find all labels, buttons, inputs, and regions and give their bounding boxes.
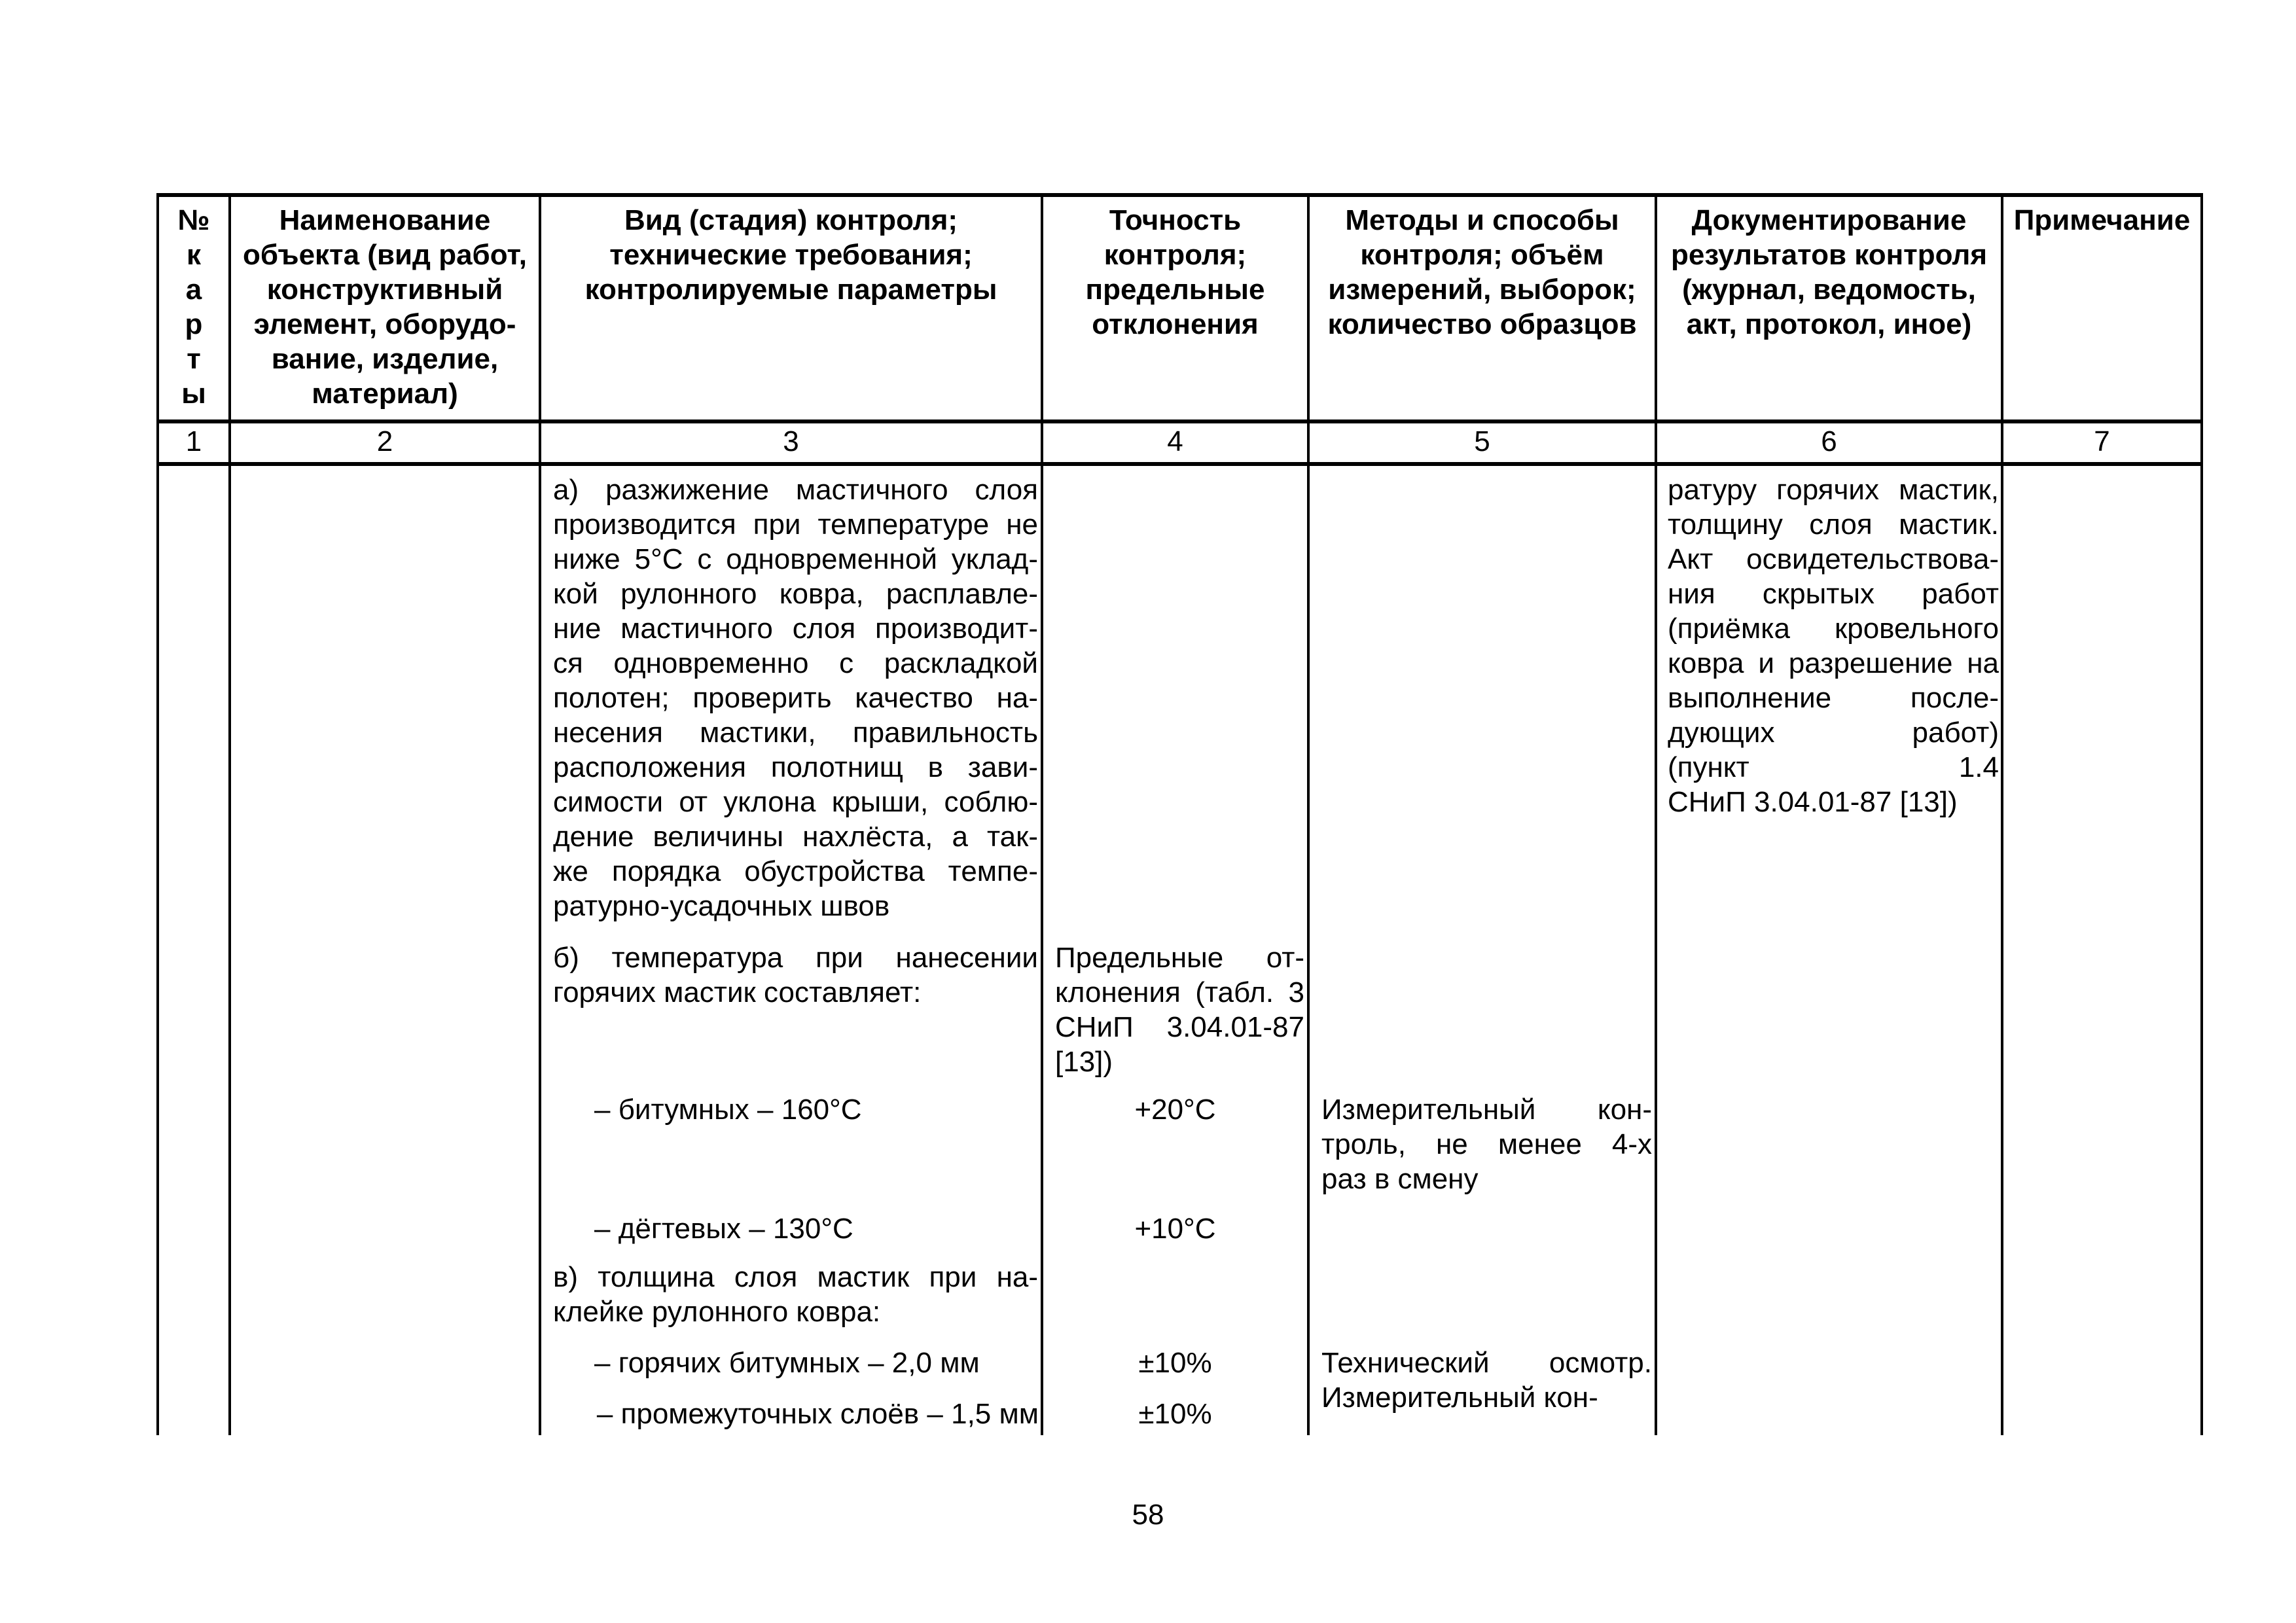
method-thickness — [1321, 1346, 1652, 1415]
requirement-hot-bitumen-thickness: – горячих битумных – 2,0 мм — [594, 1347, 980, 1379]
header-card-number — [159, 203, 228, 411]
text-line: СНиП 3.04.01-87 [13]) — [1668, 786, 1958, 818]
text-line: ния скрытых работ — [1668, 578, 1999, 610]
requirement-tar-temp: – дёгтевых – 130°С — [594, 1213, 853, 1245]
header-object-name — [231, 203, 539, 411]
column-divider — [1307, 194, 1310, 1435]
text-line: материал) — [312, 378, 458, 410]
text-line: ратуру горячих мастик, — [1668, 474, 1999, 506]
text-line: Документирование — [1691, 204, 1967, 236]
text-line: [13]) — [1055, 1046, 1113, 1078]
text-line: б) температура при нанесении — [553, 942, 1038, 974]
text-line: Точность — [1109, 204, 1242, 236]
header-control-type — [541, 203, 1041, 307]
text-line: Примечание — [2013, 204, 2191, 236]
column-number-7: 7 — [2094, 425, 2110, 457]
text-line: Измерительный кон- — [1321, 1094, 1652, 1126]
tolerance-b — [1055, 940, 1304, 1079]
tolerance-tar: +10°С — [1134, 1213, 1216, 1245]
header-documentation — [1657, 203, 2001, 342]
text-line: контроля; объём — [1360, 239, 1604, 271]
text-line: акт, протокол, иное) — [1686, 308, 1972, 340]
text-line: в) толщина слоя мастик при на- — [553, 1261, 1038, 1293]
tolerance-bitumen: +20°С — [1134, 1094, 1216, 1126]
text-line: ся одновременно с раскладкой — [553, 647, 1038, 679]
text-line: технические требования; — [609, 239, 973, 271]
text-line: результатов контроля — [1670, 239, 1987, 271]
text-line: симости от уклона крыши, соблю- — [553, 786, 1038, 818]
text-line: кой рулонного ковра, расплавле- — [553, 578, 1038, 610]
text-line: выполнение после- — [1668, 682, 1999, 714]
column-number-5: 5 — [1474, 425, 1490, 457]
text-line: ние мастичного слоя производит- — [553, 613, 1038, 645]
text-line: контроля; — [1103, 239, 1247, 271]
page-number: 58 — [1132, 1499, 1164, 1531]
text-line: ы — [181, 378, 206, 410]
column-number-6: 6 — [1821, 425, 1837, 457]
text-line: полотен; проверить качество на- — [553, 682, 1038, 714]
text-line: к — [186, 239, 202, 271]
text-line: Вид (стадия) контроля; — [624, 204, 958, 236]
text-line: конструктивный — [266, 274, 503, 306]
text-line: объекта (вид работ, — [243, 239, 527, 271]
column-number-3: 3 — [783, 425, 799, 457]
column-divider — [1041, 194, 1043, 1435]
tolerance-hot-bitumen: ±10% — [1138, 1347, 1212, 1379]
text-line: элемент, оборудо- — [253, 308, 516, 340]
text-line: ковра и разрешение на — [1668, 647, 1999, 679]
table-border-right — [2200, 194, 2203, 1435]
text-line: вание, изделие, — [271, 343, 499, 375]
text-line: толщину слоя мастик. — [1668, 508, 1999, 541]
text-line: р — [185, 308, 203, 340]
text-line: Методы и способы — [1345, 204, 1619, 236]
header-accuracy — [1043, 203, 1307, 342]
documentation-text — [1668, 473, 1999, 819]
text-line: несения мастики, правильность — [553, 717, 1038, 749]
text-line: СНиП 3.04.01-87 — [1055, 1011, 1304, 1043]
text-line: (приёмка кровельного — [1668, 613, 1999, 645]
column-divider — [539, 194, 541, 1435]
text-line: а) разжижение мастичного слоя — [553, 474, 1038, 506]
text-line: ниже 5°С с одновременной уклад- — [553, 543, 1038, 575]
text-line: количество образцов — [1327, 308, 1637, 340]
table-border-top — [156, 193, 2203, 197]
text-line: Измерительный кон- — [1321, 1382, 1598, 1414]
text-line: а — [185, 274, 202, 306]
column-divider — [2001, 194, 2003, 1435]
text-line: отклонения — [1092, 308, 1259, 340]
header-divider — [156, 419, 2203, 423]
tolerance-intermediate: ±10% — [1138, 1398, 1212, 1430]
text-line: Технический осмотр. — [1321, 1347, 1652, 1379]
text-line: дующих работ) — [1668, 717, 1999, 749]
method-temperature — [1321, 1092, 1652, 1196]
text-line: Акт освидетельствова- — [1668, 543, 1999, 575]
requirement-b — [553, 940, 1038, 1010]
text-line: троль, не менее 4-х — [1321, 1128, 1652, 1160]
text-line: раз в смену — [1321, 1163, 1479, 1195]
header-methods — [1310, 203, 1655, 342]
requirement-bitumen-temp: – битумных – 160°С — [594, 1094, 862, 1126]
text-line: контролируемые параметры — [584, 274, 997, 306]
column-number-2: 2 — [376, 425, 393, 457]
text-line: измерений, выборок; — [1328, 274, 1636, 306]
text-line: т — [187, 343, 201, 375]
text-line: (пункт 1.4 — [1668, 751, 1999, 783]
text-line: дение величины нахлёста, а так- — [553, 821, 1038, 853]
text-line: Предельные от- — [1055, 942, 1304, 974]
text-line: ратурно-усадочных швов — [553, 890, 890, 922]
column-number-4: 4 — [1167, 425, 1183, 457]
text-line: горячих мастик составляет: — [553, 976, 922, 1008]
column-divider — [1655, 194, 1657, 1435]
text-line: расположения полотнищ в зави- — [553, 751, 1038, 783]
text-line: клонения (табл. 3 — [1055, 976, 1304, 1008]
text-line: № — [177, 204, 210, 236]
requirement-a — [553, 473, 1038, 923]
header-note — [2003, 203, 2200, 238]
text-line: предельные — [1085, 274, 1265, 306]
column-number-1: 1 — [185, 425, 202, 457]
number-row-divider — [156, 462, 2203, 466]
text-line: же порядка обустройства темпе- — [553, 855, 1038, 887]
requirement-intermediate-thickness: – промежуточных слоёв – 1,5 мм — [596, 1398, 1039, 1430]
text-line: клейке рулонного ковра: — [553, 1296, 881, 1328]
text-line: производится при температуре не — [553, 508, 1038, 541]
text-line: (журнал, ведомость, — [1682, 274, 1976, 306]
text-line: Наименование — [279, 204, 491, 236]
requirement-v — [553, 1260, 1038, 1329]
